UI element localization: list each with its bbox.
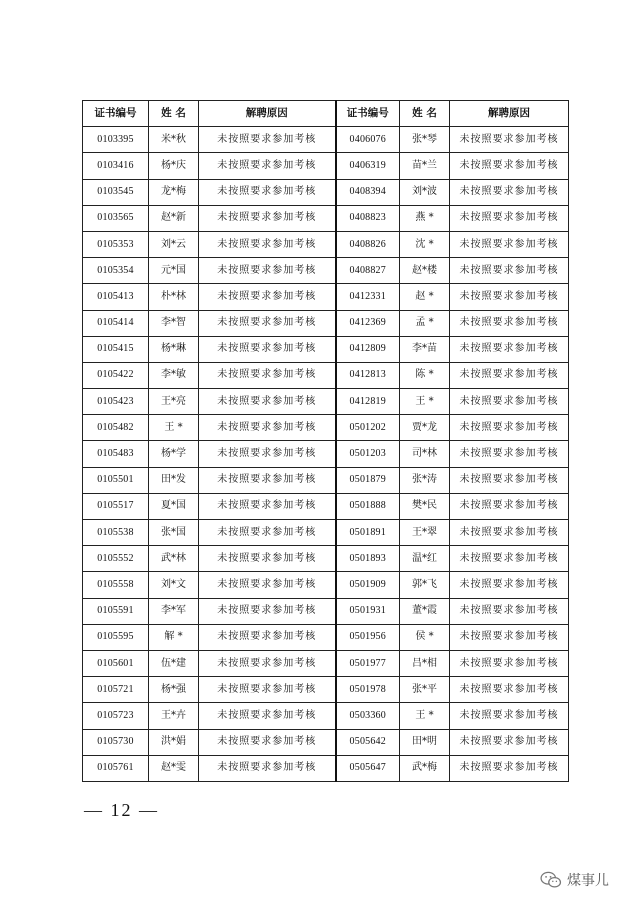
cell-cert-no-right: 0501879 (336, 467, 400, 493)
table-body (83, 127, 569, 782)
table-row (83, 389, 569, 415)
cell-cert-no-left: 0105730 (83, 729, 149, 755)
cell-cert-no-left: 0105422 (83, 362, 149, 388)
cell-name-right: 王*翠 (400, 520, 450, 546)
header-cert-no-right: 证书编号 (336, 101, 400, 127)
header-cert-no-left: 证书编号 (83, 101, 149, 127)
cell-name-left: 米*秋 (149, 127, 199, 153)
cell-name-right: 李*苗 (400, 336, 450, 362)
cell-reason-left: 未按照要求参加考核 (199, 389, 336, 415)
cell-reason-right: 未按照要求参加考核 (450, 415, 569, 441)
cell-cert-no-right: 0408823 (336, 205, 400, 231)
cell-reason-right: 未按照要求参加考核 (450, 205, 569, 231)
cell-reason-right: 未按照要求参加考核 (450, 572, 569, 598)
cell-cert-no-left: 0105413 (83, 284, 149, 310)
cell-reason-left: 未按照要求参加考核 (199, 493, 336, 519)
table-row (83, 729, 569, 755)
cell-cert-no-left: 0105721 (83, 677, 149, 703)
wechat-icon (540, 871, 562, 889)
page-number: — 12 — (84, 800, 159, 820)
cell-reason-right: 未按照要求参加考核 (450, 493, 569, 519)
cell-cert-no-right: 0501893 (336, 546, 400, 572)
cell-cert-no-left: 0105483 (83, 441, 149, 467)
cell-reason-left: 未按照要求参加考核 (199, 677, 336, 703)
cell-cert-no-left: 0103545 (83, 179, 149, 205)
cell-reason-left: 未按照要求参加考核 (199, 362, 336, 388)
cell-name-left: 朴*林 (149, 284, 199, 310)
cell-cert-no-left: 0105761 (83, 755, 149, 781)
cell-reason-right: 未按照要求参加考核 (450, 598, 569, 624)
cell-name-right: 吕*相 (400, 650, 450, 676)
cell-cert-no-right: 0408394 (336, 179, 400, 205)
table-row (83, 441, 569, 467)
cell-cert-no-left: 0105517 (83, 493, 149, 519)
cell-name-left: 杨*庆 (149, 153, 199, 179)
cell-cert-no-right: 0501202 (336, 415, 400, 441)
cell-cert-no-left: 0105601 (83, 650, 149, 676)
cell-reason-right: 未按照要求参加考核 (450, 650, 569, 676)
header-name-right: 姓 名 (400, 101, 450, 127)
cell-cert-no-left: 0105423 (83, 389, 149, 415)
cell-name-left: 田*发 (149, 467, 199, 493)
cell-reason-right: 未按照要求参加考核 (450, 231, 569, 257)
cell-name-left: 元*国 (149, 258, 199, 284)
cell-reason-right: 未按照要求参加考核 (450, 336, 569, 362)
table-row (83, 624, 569, 650)
cell-cert-no-right: 0412819 (336, 389, 400, 415)
cell-reason-left: 未按照要求参加考核 (199, 258, 336, 284)
cell-cert-no-right: 0501978 (336, 677, 400, 703)
table-row (83, 336, 569, 362)
header-name-left: 姓 名 (149, 101, 199, 127)
cell-name-left: 李*军 (149, 598, 199, 624)
cell-cert-no-right: 0501931 (336, 598, 400, 624)
cell-reason-left: 未按照要求参加考核 (199, 284, 336, 310)
table-row (83, 572, 569, 598)
cell-reason-right: 未按照要求参加考核 (450, 546, 569, 572)
cell-cert-no-left: 0105538 (83, 520, 149, 546)
cell-cert-no-left: 0105482 (83, 415, 149, 441)
cell-name-left: 洪*娟 (149, 729, 199, 755)
cell-cert-no-right: 0501888 (336, 493, 400, 519)
cell-name-right: 司*林 (400, 441, 450, 467)
cell-reason-right: 未按照要求参加考核 (450, 127, 569, 153)
cell-reason-left: 未按照要求参加考核 (199, 624, 336, 650)
cell-name-right: 张*琴 (400, 127, 450, 153)
header-reason-left: 解聘原因 (199, 101, 336, 127)
cell-reason-right: 未按照要求参加考核 (450, 755, 569, 781)
cell-name-right: 王 * (400, 703, 450, 729)
cell-cert-no-right: 0505647 (336, 755, 400, 781)
cell-name-right: 苗*兰 (400, 153, 450, 179)
cell-cert-no-right: 0503360 (336, 703, 400, 729)
cell-name-right: 张*涛 (400, 467, 450, 493)
cell-cert-no-right: 0406076 (336, 127, 400, 153)
cell-reason-right: 未按照要求参加考核 (450, 703, 569, 729)
cell-reason-left: 未按照要求参加考核 (199, 205, 336, 231)
cell-reason-left: 未按照要求参加考核 (199, 336, 336, 362)
table-row (83, 755, 569, 781)
cell-cert-no-left: 0103565 (83, 205, 149, 231)
cell-name-right: 陈 * (400, 362, 450, 388)
cell-cert-no-left: 0105354 (83, 258, 149, 284)
cell-name-left: 张*国 (149, 520, 199, 546)
cell-reason-left: 未按照要求参加考核 (199, 310, 336, 336)
cell-cert-no-right: 0412369 (336, 310, 400, 336)
cell-cert-no-right: 0501977 (336, 650, 400, 676)
table-row (83, 677, 569, 703)
table-row (83, 127, 569, 153)
cell-cert-no-left: 0105558 (83, 572, 149, 598)
cell-name-left: 伍*建 (149, 650, 199, 676)
cell-reason-right: 未按照要求参加考核 (450, 520, 569, 546)
cell-name-right: 武*梅 (400, 755, 450, 781)
watermark-text: 煤事儿 (567, 873, 609, 889)
cell-reason-left: 未按照要求参加考核 (199, 153, 336, 179)
cell-name-right: 王 * (400, 389, 450, 415)
cell-reason-left: 未按照要求参加考核 (199, 598, 336, 624)
cell-name-right: 张*平 (400, 677, 450, 703)
cell-cert-no-left: 0105415 (83, 336, 149, 362)
cell-reason-left: 未按照要求参加考核 (199, 546, 336, 572)
cell-reason-left: 未按照要求参加考核 (199, 179, 336, 205)
cell-name-left: 王*亮 (149, 389, 199, 415)
cell-cert-no-right: 0408826 (336, 231, 400, 257)
cell-reason-right: 未按照要求参加考核 (450, 284, 569, 310)
cell-reason-left: 未按照要求参加考核 (199, 572, 336, 598)
cell-reason-left: 未按照要求参加考核 (199, 441, 336, 467)
cell-reason-right: 未按照要求参加考核 (450, 624, 569, 650)
cell-name-left: 赵*雯 (149, 755, 199, 781)
cell-cert-no-right: 0412813 (336, 362, 400, 388)
cell-cert-no-left: 0103395 (83, 127, 149, 153)
cell-cert-no-left: 0105595 (83, 624, 149, 650)
cell-name-right: 孟 * (400, 310, 450, 336)
table-row (83, 415, 569, 441)
cell-name-right: 温*红 (400, 546, 450, 572)
cell-reason-left: 未按照要求参加考核 (199, 520, 336, 546)
cell-reason-left: 未按照要求参加考核 (199, 415, 336, 441)
table-row (83, 284, 569, 310)
table-row (83, 310, 569, 336)
cell-name-left: 解 * (149, 624, 199, 650)
cell-name-left: 刘*云 (149, 231, 199, 257)
cell-cert-no-left: 0103416 (83, 153, 149, 179)
cell-reason-left: 未按照要求参加考核 (199, 467, 336, 493)
cell-reason-left: 未按照要求参加考核 (199, 231, 336, 257)
cell-name-left: 杨*强 (149, 677, 199, 703)
cell-cert-no-left: 0105552 (83, 546, 149, 572)
table-row (83, 258, 569, 284)
cell-name-left: 李*智 (149, 310, 199, 336)
table-row (83, 650, 569, 676)
cell-cert-no-left: 0105353 (83, 231, 149, 257)
cell-reason-left: 未按照要求参加考核 (199, 703, 336, 729)
cell-cert-no-right: 0408827 (336, 258, 400, 284)
cell-name-right: 燕 * (400, 205, 450, 231)
cell-reason-left: 未按照要求参加考核 (199, 729, 336, 755)
cell-name-right: 樊*民 (400, 493, 450, 519)
cell-cert-no-right: 0501909 (336, 572, 400, 598)
cell-name-right: 董*霞 (400, 598, 450, 624)
cell-reason-right: 未按照要求参加考核 (450, 258, 569, 284)
cell-name-right: 郭*飞 (400, 572, 450, 598)
cell-cert-no-left: 0105414 (83, 310, 149, 336)
table-row (83, 205, 569, 231)
cell-cert-no-right: 0412809 (336, 336, 400, 362)
table-row (83, 231, 569, 257)
certificate-dismissal-table (82, 100, 569, 782)
table-row (83, 546, 569, 572)
cell-name-right: 侯 * (400, 624, 450, 650)
cell-name-left: 夏*国 (149, 493, 199, 519)
cell-name-left: 杨*琳 (149, 336, 199, 362)
table-row (83, 467, 569, 493)
table-row (83, 703, 569, 729)
cell-reason-right: 未按照要求参加考核 (450, 310, 569, 336)
cell-name-left: 龙*梅 (149, 179, 199, 205)
cell-name-right: 赵*楼 (400, 258, 450, 284)
cell-reason-left: 未按照要求参加考核 (199, 650, 336, 676)
cell-reason-right: 未按照要求参加考核 (450, 467, 569, 493)
table-row (83, 520, 569, 546)
cell-name-right: 田*明 (400, 729, 450, 755)
cell-reason-right: 未按照要求参加考核 (450, 153, 569, 179)
cell-cert-no-left: 0105501 (83, 467, 149, 493)
cell-name-right: 刘*波 (400, 179, 450, 205)
table-row (83, 153, 569, 179)
cell-name-left: 杨*学 (149, 441, 199, 467)
cell-reason-right: 未按照要求参加考核 (450, 441, 569, 467)
cell-reason-right: 未按照要求参加考核 (450, 362, 569, 388)
table-row (83, 362, 569, 388)
table-row (83, 493, 569, 519)
table-header-row (83, 101, 569, 127)
cell-reason-right: 未按照要求参加考核 (450, 179, 569, 205)
cell-cert-no-right: 0505642 (336, 729, 400, 755)
watermark (540, 870, 609, 890)
cell-cert-no-right: 0412331 (336, 284, 400, 310)
cell-name-left: 李*敏 (149, 362, 199, 388)
cell-cert-no-left: 0105591 (83, 598, 149, 624)
cell-reason-left: 未按照要求参加考核 (199, 127, 336, 153)
cell-name-left: 赵*新 (149, 205, 199, 231)
cell-name-right: 贾*龙 (400, 415, 450, 441)
table-row (83, 179, 569, 205)
cell-name-right: 沈 * (400, 231, 450, 257)
cell-name-left: 王*卉 (149, 703, 199, 729)
cell-cert-no-right: 0501956 (336, 624, 400, 650)
cell-name-left: 武*林 (149, 546, 199, 572)
cell-name-left: 刘*文 (149, 572, 199, 598)
cell-name-left: 王 * (149, 415, 199, 441)
cell-reason-left: 未按照要求参加考核 (199, 755, 336, 781)
header-reason-right: 解聘原因 (450, 101, 569, 127)
cell-name-right: 赵 * (400, 284, 450, 310)
cell-cert-no-right: 0501891 (336, 520, 400, 546)
cell-reason-right: 未按照要求参加考核 (450, 389, 569, 415)
cell-reason-right: 未按照要求参加考核 (450, 677, 569, 703)
cell-cert-no-left: 0105723 (83, 703, 149, 729)
cell-cert-no-right: 0501203 (336, 441, 400, 467)
cell-reason-right: 未按照要求参加考核 (450, 729, 569, 755)
cell-cert-no-right: 0406319 (336, 153, 400, 179)
table-row (83, 598, 569, 624)
